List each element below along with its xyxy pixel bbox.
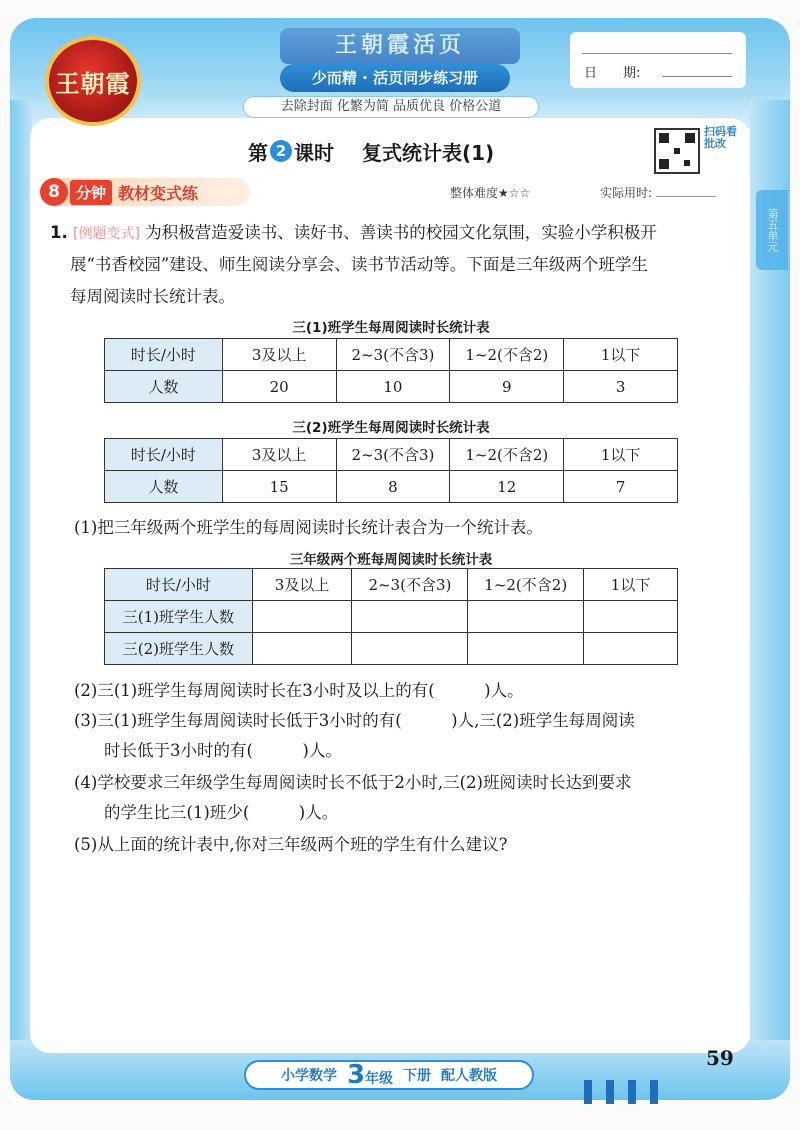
question-text-1: 为积极营造爱读书、读好书、善读书的校园文化氛围，实验小学积极开 [145, 223, 657, 242]
table-row [105, 601, 678, 633]
decorative-bars [584, 1080, 672, 1108]
series-subtitle: 少而精 · 活页同步练习册 [280, 64, 510, 92]
question-line-2: 展“书香校园”建设、师生阅读分享会、读书节活动等。下面是三年级两个班学生 [70, 255, 648, 274]
name-line [582, 38, 732, 54]
table-cell: 7 [564, 471, 678, 503]
footer-pill [244, 1060, 534, 1090]
answer-cell[interactable] [584, 633, 678, 665]
table-cell: 时长/小时 [105, 569, 253, 601]
minutes-number: 8 [40, 178, 68, 206]
table-cell: 时长/小时 [105, 439, 223, 471]
sub-question-5: (5)从上面的统计表中,你对三年级两个班的学生有什么建议? [74, 835, 508, 854]
table-cell: 人数 [105, 471, 223, 503]
footer-grade-number: 3 [346, 1060, 366, 1090]
sub-question-4a: (4)学校要求三年级学生每周阅读时长不低于2小时,三(2)班阅读时长达到要求 [74, 773, 632, 792]
table-cell: 1以下 [564, 439, 678, 471]
table-row [105, 633, 678, 665]
qr-caption: 扫码看批改 [704, 125, 737, 150]
table2 [104, 438, 678, 503]
table-row [105, 371, 678, 403]
table-cell: 15 [222, 471, 336, 503]
lesson-title [248, 136, 548, 166]
date-box [570, 32, 746, 88]
table3-caption: 三年级两个班每周阅读时长统计表 [289, 552, 493, 568]
lesson-name: 复式统计表(1) [362, 140, 495, 165]
question-line-1 [50, 218, 740, 249]
table-cell: 9 [450, 371, 564, 403]
table-cell: 三(1)班学生人数 [105, 601, 253, 633]
footer-subject: 小学数学 [280, 1068, 337, 1084]
table-row [105, 471, 678, 503]
question-tag: [例题变式] [73, 226, 140, 242]
logo-text: 王朝霞 [55, 68, 131, 98]
table-cell: 20 [222, 371, 336, 403]
table-cell: 2~3(不含3) [352, 569, 468, 601]
table-cell: 3及以上 [222, 439, 336, 471]
table-cell: 10 [336, 371, 450, 403]
table-cell: 1~2(不含2) [450, 339, 564, 371]
table-cell: 3及以上 [222, 339, 336, 371]
answer-cell[interactable] [252, 601, 352, 633]
sub-question-3b: 时长低于3小时的有( )人。 [104, 741, 342, 760]
slogan: 去除封面 化繁为简 品质优良 价格公道 [243, 96, 539, 118]
sub-question-3a: (3)三(1)班学生每周阅读时长低于3小时的有( )人,三(2)班学生每周阅读 [74, 711, 635, 730]
date-label: 日 期: [584, 66, 641, 81]
lesson-suffix: 课时 [294, 140, 334, 165]
table-cell: 1以下 [584, 569, 678, 601]
table-cell: 2~3(不含3) [336, 439, 450, 471]
page-number: 59 [706, 1046, 734, 1070]
answer-cell[interactable] [252, 633, 352, 665]
time-used [600, 184, 716, 201]
table-cell: 三(2)班学生人数 [105, 633, 253, 665]
table-cell: 时长/小时 [105, 339, 223, 371]
table-row [105, 569, 678, 601]
difficulty-rating: 整体难度★☆☆ [450, 186, 531, 200]
table-cell: 3 [564, 371, 678, 403]
answer-cell[interactable] [468, 601, 584, 633]
section-name: 教材变式练 [118, 183, 199, 203]
table-cell: 1~2(不含2) [450, 439, 564, 471]
frame-left [10, 100, 32, 1060]
lesson-number: 2 [270, 140, 292, 162]
unit-side-tab: 第五单元 [756, 190, 788, 270]
table-cell: 12 [450, 471, 564, 503]
time-used-line [656, 196, 716, 197]
lesson-prefix: 第 [248, 140, 268, 165]
brand-logo [45, 36, 141, 126]
footer-edition: 配人教版 [441, 1068, 498, 1084]
series-title: 王朝霞活页 [280, 28, 520, 64]
date-line [662, 76, 732, 77]
table2-caption: 三(2)班学生每周阅读时长统计表 [292, 420, 490, 436]
footer-volume: 下册 [403, 1068, 432, 1084]
table1 [104, 338, 678, 403]
qr-code-icon[interactable] [654, 128, 700, 174]
sub-question-4b: 的学生比三(1)班少( )人。 [104, 803, 339, 822]
table-cell: 8 [336, 471, 450, 503]
table-cell: 1~2(不含2) [468, 569, 584, 601]
table1-caption: 三(1)班学生每周阅读时长统计表 [292, 320, 490, 336]
sub-question-1: (1)把三年级两个班学生的每周阅读时长统计表合为一个统计表。 [74, 518, 543, 537]
table-cell: 人数 [105, 371, 223, 403]
time-used-label: 实际用时: [600, 186, 653, 200]
table-cell: 3及以上 [252, 569, 352, 601]
question-number: 1. [50, 223, 68, 242]
footer-grade-label: 年级 [365, 1071, 394, 1087]
answer-cell[interactable] [352, 633, 468, 665]
minutes-label: 分钟 [70, 180, 112, 205]
question-line-3: 每周阅读时长统计表。 [70, 287, 235, 306]
table-cell: 2~3(不含3) [336, 339, 450, 371]
answer-cell[interactable] [352, 601, 468, 633]
sub-question-2: (2)三(1)班学生每周阅读时长在3小时及以上的有( )人。 [74, 681, 524, 700]
table-row [105, 439, 678, 471]
answer-cell[interactable] [468, 633, 584, 665]
table3 [104, 568, 678, 665]
section-badge [40, 178, 250, 206]
answer-cell[interactable] [584, 601, 678, 633]
table-cell: 1以下 [564, 339, 678, 371]
table-row [105, 339, 678, 371]
